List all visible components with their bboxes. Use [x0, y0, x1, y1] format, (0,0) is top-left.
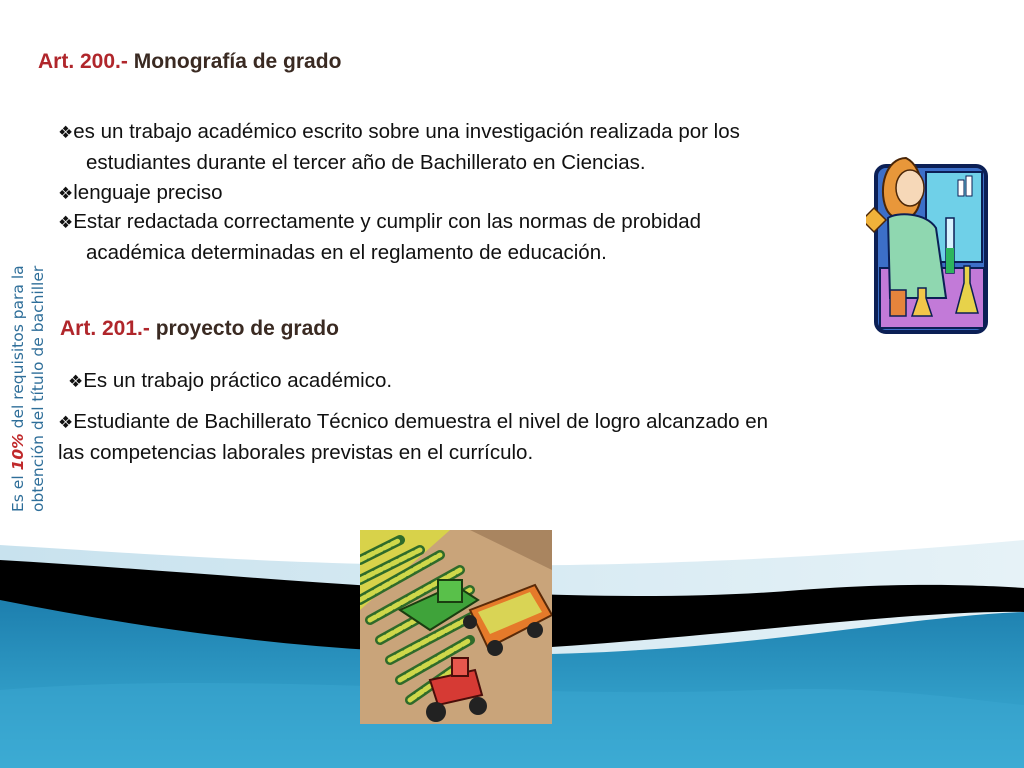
- bullet-text: Es un trabajo práctico académico.: [83, 369, 393, 392]
- art200-title: Monografía de grado: [133, 50, 342, 73]
- list-item: [58, 207, 701, 268]
- bullet-text: Estar redactada correctamente y cumplir con las normas de probidad: [73, 210, 702, 233]
- side-note-line1: [8, 192, 28, 512]
- side-pre: Es el: [9, 470, 27, 512]
- list-item: [58, 178, 223, 209]
- diamond-bullet-icon: ❖: [58, 213, 74, 233]
- diamond-bullet-icon: ❖: [58, 413, 74, 433]
- bullet-text: lenguaje preciso: [73, 181, 223, 204]
- bullet-text-cont: académica determinadas en el reglamento de educación.: [86, 241, 607, 264]
- harvester-field-icon: [360, 530, 552, 724]
- side-note: [8, 192, 48, 512]
- diamond-bullet-icon: ❖: [68, 372, 84, 392]
- diamond-bullet-icon: ❖: [58, 123, 74, 143]
- scientist-lab-icon: [866, 148, 988, 336]
- side-post: del requisitos para la: [9, 265, 27, 434]
- art200-prefix: Art. 200.-: [38, 50, 128, 73]
- bullet-text: es un trabajo académico escrito sobre una investigación realizada por los: [73, 120, 740, 143]
- side-percent: 10%: [9, 433, 27, 471]
- art201-heading: [60, 317, 339, 341]
- diamond-bullet-icon: ❖: [58, 184, 74, 204]
- list-item: [58, 117, 740, 178]
- bullet-text: Estudiante de Bachillerato Técnico demuestra el nivel de logro alcanzado en: [73, 410, 769, 433]
- bullet-text-cont: estudiantes durante el tercer año de Bachillerato en Ciencias.: [86, 151, 646, 174]
- list-item: [58, 407, 768, 468]
- list-item: [68, 366, 392, 397]
- side-note-line2: obtención del título de bachiller: [29, 265, 47, 512]
- bullet-text-cont: las competencias laborales previstas en el currículo.: [58, 441, 534, 464]
- art201-prefix: Art. 201.-: [60, 317, 150, 340]
- art201-title: proyecto de grado: [155, 317, 339, 340]
- art200-heading: [38, 50, 341, 74]
